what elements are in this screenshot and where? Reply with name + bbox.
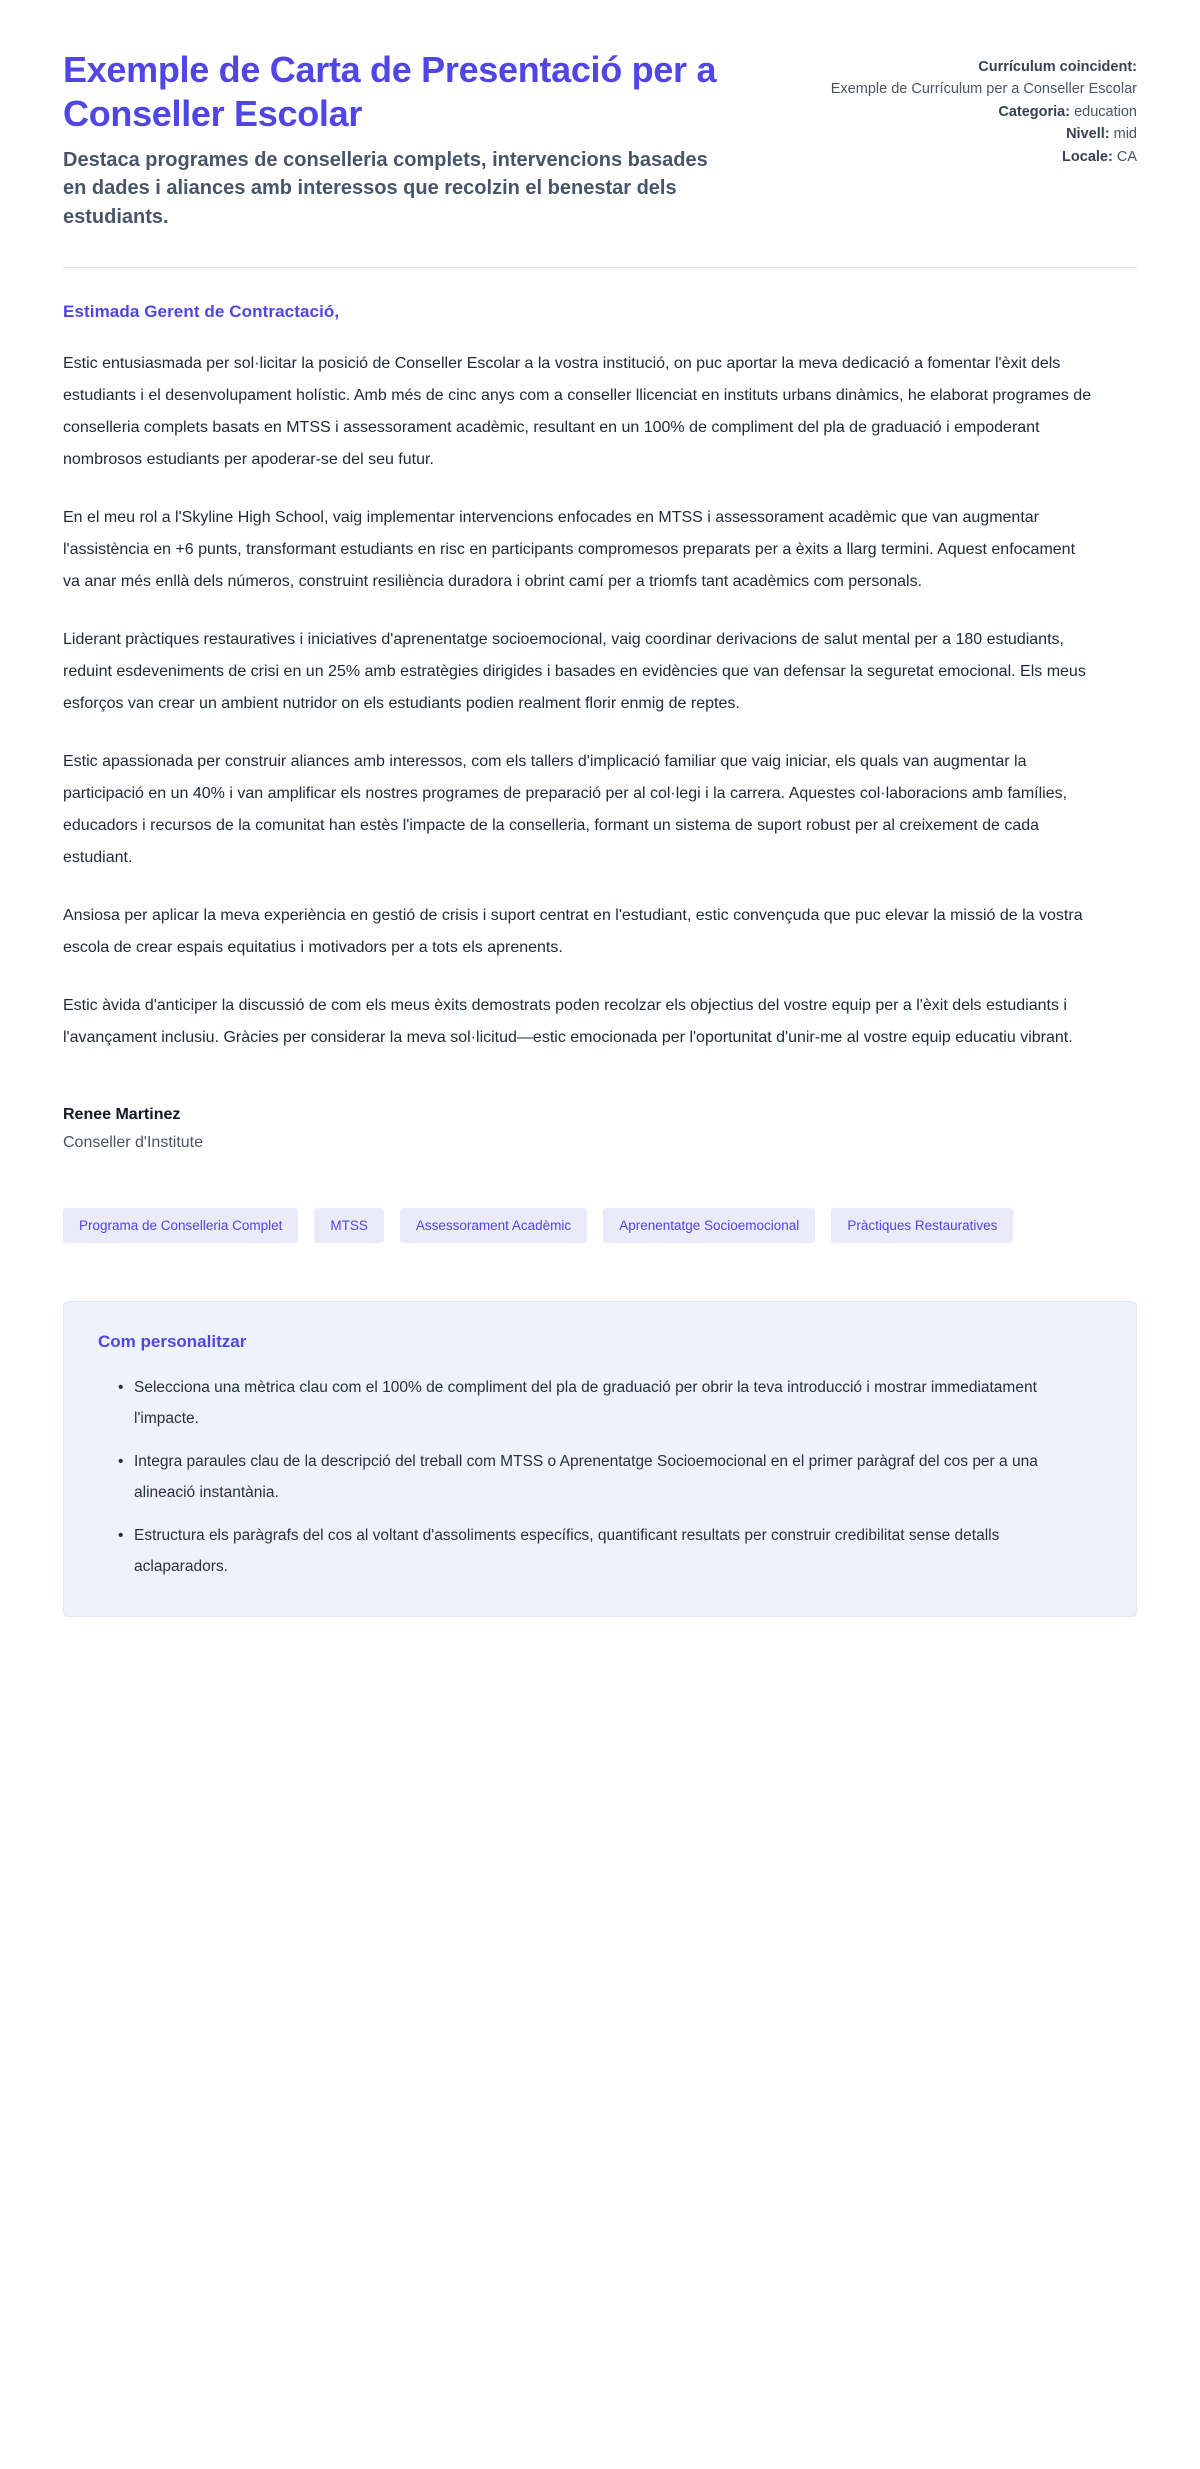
letter-paragraph-6: Estic àvida d'anticiper la discussió de com els meus èxits demostrats poden recolzar els objectius del vostre equip per a l'èxit dels estudiants i l'avançament inclusiu. Gràcies per considerar la meva sol·licitud—estic emocionada per l'oportunitat d'unir-me al vostre equip educatiu vibrant. [63, 996, 1073, 1046]
meta-value-resume: Exemple de Currículum per a Conseller Escolar [830, 81, 1137, 98]
page-header [63, 40, 1137, 231]
meta-label-level: Nivell: [1066, 126, 1110, 143]
letter-paragraph-2: En el meu rol a l'Skyline High School, vaig implementar intervencions enfocades en MTSS i assessorament acadèmic que van augmentar l'assistència en +6 punts, transformant estudiants en risc en participants compromesos preparats per a èxits a llarg termini. Aquest enfocament va anar més enllà dels números, construint resiliència duradora i obrint camí per a triomfs tant acadèmics com personals. [63, 508, 1076, 590]
tips-list-item: • Selecciona una mètrica clau com el 100% de compliment del pla de graduació per obrir la teva introducció i mostrar immediatament l'impacte. [118, 1372, 1078, 1434]
cover-letter-body [63, 268, 1137, 1152]
tag-chip[interactable]: Assessorament Acadèmic [400, 1208, 587, 1244]
signature-role: Conseller d'Institute [63, 1133, 204, 1151]
tag-chip[interactable]: Pràctiques Restauratives [831, 1208, 1013, 1244]
letter-salutation: Estimada Gerent de Contractació, [63, 301, 340, 321]
letter-paragraph-1: Estic entusiasmada per sol·licitar la posició de Conseller Escolar a la vostra institució, on puc aportar la meva dedicació a fomentar l'èxit dels estudiants i el desenvolupament holístic. Amb més de cinc anys com a conseller llicenciat en instituts urbans dinàmics, he elaborat programes de conselleria complets basats en MTSS i assessorament acadèmic, resultant en un 100% de compliment del pla de graduació i empoderant nombrosos estudiants per apoderar-se del seu futur. [63, 354, 1092, 468]
tips-title: Com personalitzar [98, 1332, 247, 1352]
meta-value-level: mid [1113, 126, 1137, 143]
signature-name: Renee Martinez [63, 1105, 181, 1123]
meta-label-locale: Locale: [1062, 148, 1113, 165]
meta-label-category: Categoria: [998, 103, 1071, 120]
tag-chip[interactable]: MTSS [314, 1208, 384, 1244]
letter-paragraph-4: Estic apassionada per construir aliances amb interessos, com els tallers d'implicació familiar que vaig iniciar, els quals van augmentar la participació en un 40% i van amplificar els nostres programes de preparació per al col·legi i la carrera. Aquestes col·laboracions amb famílies, educadors i recursos de la comunitat han estès l'impacte de la conselleria, formant un sistema de suport robust per al creixement de cada estudiant. [63, 752, 1068, 866]
letter-paragraph-5: Ansiosa per aplicar la meva experiència en gestió de crisis i suport centrat en l'estudiant, estic convençuda que puc elevar la missió de la vostra escola de crear espais equitatius i motivadors per a tots els aprenents. [63, 906, 1083, 956]
tips-list-item: • Integra paraules clau de la descripció del treball com MTSS o Aprenentatge Socioemocional en el primer paràgraf del cos per a una alineació instantània. [118, 1446, 1078, 1508]
meta-label-resume: Currículum coincident: [978, 59, 1137, 75]
meta-value-locale: CA [1116, 148, 1137, 165]
page-content [55, 40, 1145, 1617]
tag-list [63, 1208, 1103, 1244]
page-title: Exemple de Carta de Presentació per a Conseller Escolar [63, 49, 717, 134]
meta-row-category [831, 101, 1137, 123]
tips-list-item: • Estructura els paràgrafs del cos al voltant d'assoliments específics, quantificant resultats per construir credibilitat sense detalls aclaparadors. [118, 1520, 1078, 1582]
tag-chip[interactable]: Programa de Conselleria Complet [63, 1208, 298, 1244]
document-metadata [831, 48, 1137, 168]
header-text-block [63, 48, 763, 231]
signature-block [63, 1106, 1137, 1152]
meta-row-level [831, 123, 1137, 145]
meta-value-category: education [1074, 103, 1137, 120]
meta-row-resume [831, 56, 1137, 101]
page-subtitle: Destaca programes de conselleria complets, intervencions basades en dades i aliances amb interessos que recolzin el benestar dels estudiants. [63, 148, 708, 228]
meta-row-locale [831, 146, 1137, 168]
customization-tips-panel [63, 1301, 1137, 1617]
tag-chip[interactable]: Aprenentatge Socioemocional [603, 1208, 815, 1244]
letter-paragraph-3: Liderant pràctiques restauratives i iniciatives d'aprenentatge socioemocional, vaig coordinar derivacions de salut mental per a 180 estudiants, reduint esdeveniments de crisi en un 25% amb estratègies dirigides i basades en evidències que van defensar la seguretat emocional. Els meus esforços van crear un ambient nutridor on els estudiants podien realment florir enmig de reptes. [63, 630, 1086, 712]
tips-list [98, 1372, 1102, 1582]
